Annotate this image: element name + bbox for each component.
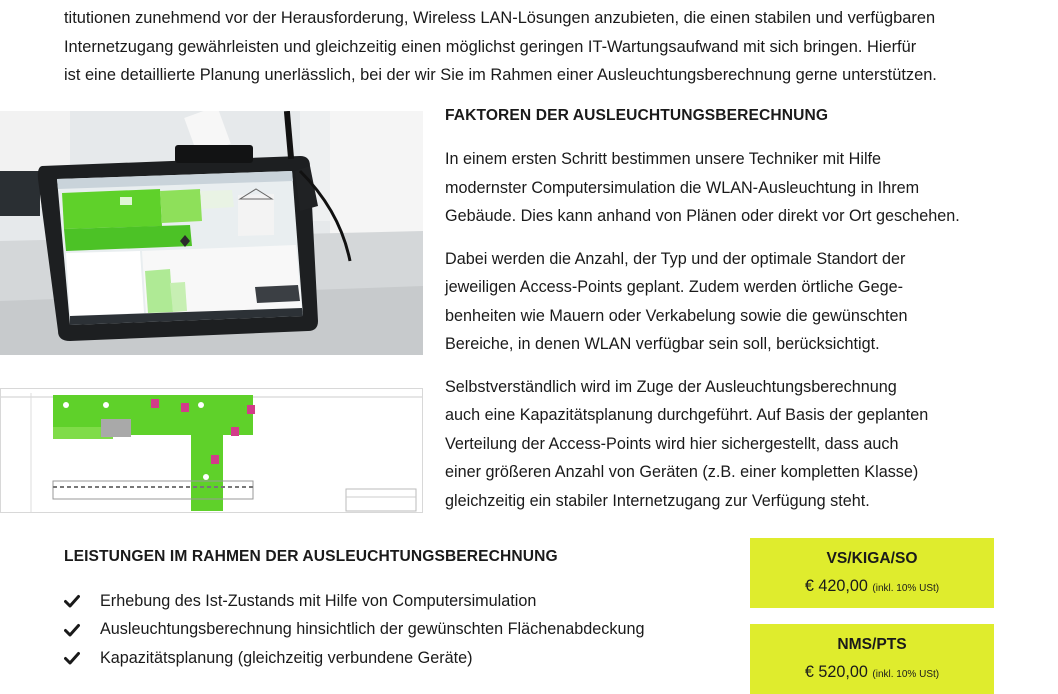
price-line — [750, 661, 994, 686]
services-list — [64, 587, 744, 673]
price-note: (inkl. 10% USt) — [872, 669, 940, 680]
intro-text — [64, 4, 1024, 90]
floor-plan-coverage-image — [0, 388, 423, 513]
price-line — [750, 575, 994, 600]
price-note: (inkl. 10% USt) — [872, 583, 940, 594]
factors-paragraph — [445, 373, 1015, 516]
check-icon — [64, 622, 80, 638]
paragraph-line: gleichzeitig ein stabiler Internetzugang zur Verfügung steht. — [445, 491, 870, 510]
intro-line: Internetzugang gewährleisten und gleichzeitig einen möglichst geringen IT-Wartungsaufwand mit sich bringen. Hierfür — [64, 37, 917, 56]
paragraph-line: Selbstverständlich wird im Zuge der Ausleuchtungsberechnung — [445, 377, 897, 396]
tablet-heatmap-photo — [0, 111, 423, 355]
paragraph-line: benheiten wie Mauern oder Verkabelung sowie die gewünschten — [445, 306, 908, 325]
paragraph-line: jeweiligen Access-Points geplant. Zudem werden örtliche Gege- — [445, 278, 903, 296]
factors-section — [445, 104, 1015, 515]
paragraph-line: auch eine Kapazitätsplanung durchgeführt. Auf Basis der geplanten — [445, 406, 929, 424]
list-item — [64, 587, 744, 616]
paragraph-line: Verteilung der Access-Points wird hier sichergestellt, dass auch — [445, 434, 899, 453]
paragraph-line: modernster Computersimulation die WLAN-Ausleuchtung in Ihrem — [445, 178, 920, 197]
check-icon — [64, 593, 80, 609]
price-amount: € 420,00 — [804, 577, 868, 595]
paragraph-line: Gebäude. Dies kann anhand von Plänen oder direkt vor Ort geschehen. — [445, 207, 960, 225]
price-title: NMS/PTS — [837, 636, 907, 653]
services-section — [64, 545, 744, 673]
intro-line: titutionen zunehmend vor der Herausforderung, Wireless LAN-Lösungen anzubieten, die einen stabilen und verfügbaren — [64, 9, 936, 27]
factors-paragraph — [445, 145, 1015, 231]
service-label: Ausleuchtungsberechnung hinsichtlich der gewünschten Flächenabdeckung — [100, 620, 645, 639]
paragraph-line: einer größeren Anzahl von Geräten (z.B. einer kompletten Klasse) — [445, 463, 919, 481]
tablet-photo-illustration — [0, 111, 423, 355]
floor-plan-illustration — [1, 389, 423, 513]
paragraph-line: Bereiche, in denen WLAN verfügbar sein soll, berücksichtigt. — [445, 335, 880, 353]
service-label: Kapazitätsplanung (gleichzeitig verbundene Geräte) — [100, 648, 473, 667]
service-label: Erhebung des Ist-Zustands mit Hilfe von Computersimulation — [100, 591, 537, 610]
intro-line: ist eine detaillierte Planung unerlässlich, bei der wir Sie im Rahmen einer Ausleuchtungsberechnung gerne unterstützen. — [64, 66, 937, 84]
paragraph-line: Dabei werden die Anzahl, der Typ und der optimale Standort der — [445, 249, 906, 268]
price-box-vs-kiga-so — [750, 538, 994, 608]
paragraph-line: In einem ersten Schritt bestimmen unsere Techniker mit Hilfe — [445, 150, 882, 168]
list-item — [64, 616, 744, 645]
factors-heading: FAKTOREN DER AUSLEUCHTUNGSBERECHNUNG — [445, 107, 829, 124]
factors-paragraph — [445, 245, 1015, 359]
price-box-nms-pts — [750, 624, 994, 694]
services-heading: LEISTUNGEN IM RAHMEN DER AUSLEUCHTUNGSBERECHNUNG — [64, 548, 558, 565]
check-icon — [64, 650, 80, 666]
list-item — [64, 644, 744, 673]
price-amount: € 520,00 — [804, 663, 868, 681]
price-title: VS/KIGA/SO — [826, 550, 918, 567]
